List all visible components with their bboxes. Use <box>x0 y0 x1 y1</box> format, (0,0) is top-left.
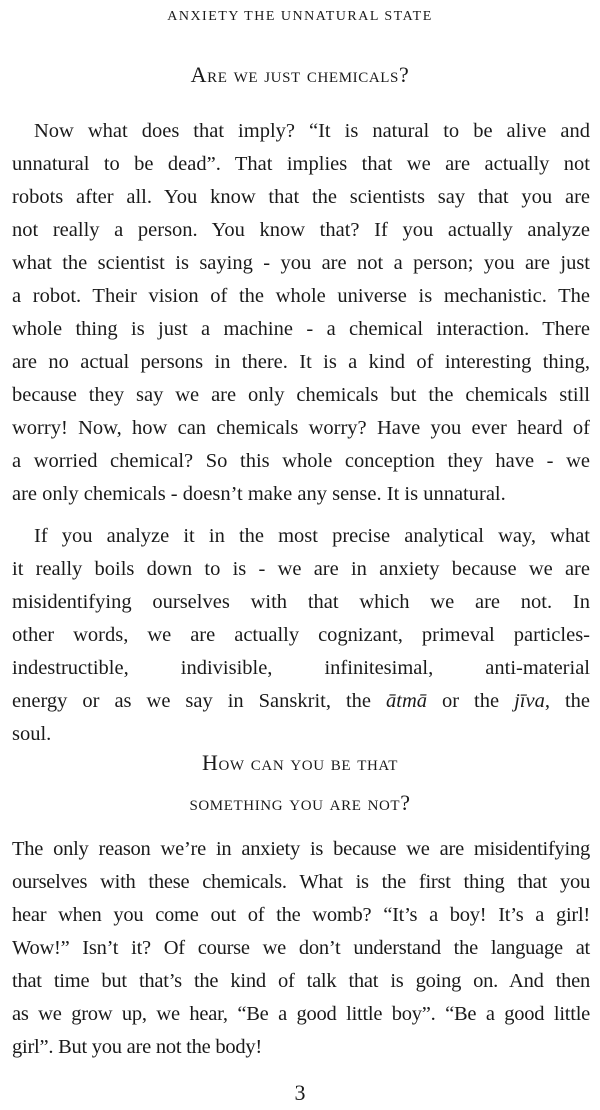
text-line: indestructible, indivisible, infinitesimal, anti-material <box>12 657 590 679</box>
text-line: what the scientist is saying - you are not a person; you are just <box>12 252 590 274</box>
page-number: 3 <box>294 1080 306 1105</box>
text-line: not really a person. You know that? If you actually analyze <box>12 219 590 241</box>
text-line: that time but that’s the kind of talk that is going on. And then <box>12 970 590 992</box>
text-line: it really boils down to is - we are in anxiety because we are <box>12 558 590 580</box>
text-line: girl”. But you are not the body! <box>12 1036 262 1058</box>
section-heading-be-that-line2: something you are not? <box>189 790 411 815</box>
text-line: as we grow up, we hear, “Be a good little boy”. “Be a good little <box>12 1003 590 1025</box>
section-heading-be-that-line1: How can you be that <box>202 750 398 775</box>
text-line <box>12 685 590 718</box>
paragraph-3 <box>12 833 590 1064</box>
text-line: because they say we are only chemicals but the chemicals still <box>12 384 590 406</box>
text-line: are no actual persons in there. It is a kind of interesting thing, <box>12 351 590 373</box>
text-line: If you analyze it in the most precise analytical way, what <box>34 525 590 547</box>
text-line: Wow!” Isn’t it? Of course we don’t understand the language at <box>12 937 590 959</box>
text-fragment: or the <box>427 690 515 712</box>
paragraph-1 <box>12 115 590 511</box>
text-fragment: energy or as we say in Sanskrit, the <box>12 690 386 712</box>
text-line: whole thing is just a machine - a chemical interaction. There <box>12 318 590 340</box>
text-fragment: , the <box>544 690 591 712</box>
text-line: hear when you come out of the womb? “It’s a boy! It’s a girl! <box>12 904 590 926</box>
text-line: other words, we are actually cognizant, primeval particles- <box>12 624 590 646</box>
text-line: a robot. Their vision of the whole universe is mechanistic. The <box>12 285 590 307</box>
text-line: Now what does that imply? “It is natural to be alive and <box>34 120 590 142</box>
paragraph-2 <box>12 520 590 751</box>
text-line: misidentifying ourselves with that which we are not. In <box>12 591 590 613</box>
text-line: worry! Now, how can chemicals worry? Have you ever heard of <box>12 417 590 439</box>
text-line: soul. <box>12 723 52 745</box>
sanskrit-term-jiva: jīva <box>514 690 545 712</box>
text-line: unnatural to be dead”. That implies that we are actually not <box>12 153 590 175</box>
text-line: ourselves with these chemicals. What is the first thing that you <box>12 871 590 893</box>
text-line: The only reason we’re in anxiety is because we are misidentifying <box>12 838 590 860</box>
text-line: robots after all. You know that the scientists say that you are <box>12 186 590 208</box>
running-header: ANXIETY THE UNNATURAL STATE <box>167 9 433 24</box>
text-line: are only chemicals - doesn’t make any sense. It is unnatural. <box>12 483 506 505</box>
text-line: a worried chemical? So this whole conception they have - we <box>12 450 590 472</box>
sanskrit-term-atma: ātmā <box>386 690 427 712</box>
section-heading-chemicals: Are we just chemicals? <box>190 62 410 87</box>
